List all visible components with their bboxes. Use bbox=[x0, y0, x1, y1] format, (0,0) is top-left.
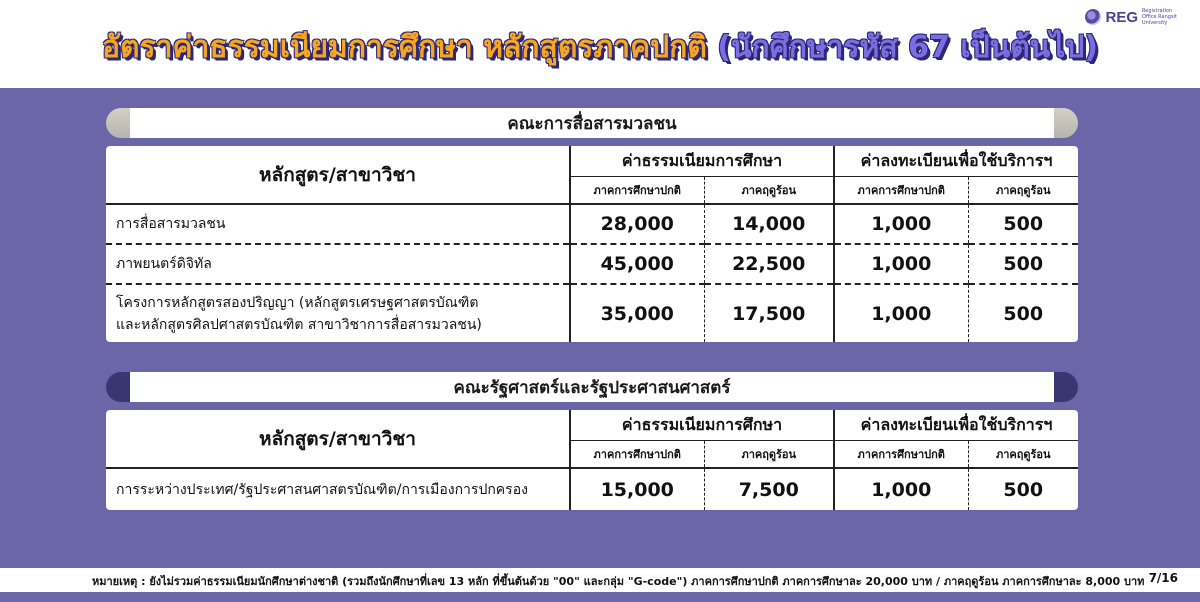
table-row bbox=[106, 284, 1078, 342]
header-tuition-summer: ภาคฤดูร้อน bbox=[704, 177, 834, 205]
reg-summer: 500 bbox=[1003, 478, 1044, 501]
header-registration: ค่าลงทะเบียนเพื่อใช้บริการฯ bbox=[834, 410, 1078, 441]
faculty-name: คณะการสื่อสารมวลชน bbox=[130, 108, 1054, 138]
header-tuition-regular: ภาคการศึกษาปกติ bbox=[570, 441, 704, 469]
reg-regular: 1,000 bbox=[834, 204, 968, 244]
tuition-summer: 14,000 bbox=[704, 204, 834, 244]
logo-text: REG bbox=[1105, 8, 1138, 26]
reg-regular: 1,000 bbox=[834, 468, 968, 510]
tuition-regular: 45,000 bbox=[570, 244, 704, 284]
tuition-summer: 7,500 bbox=[704, 468, 834, 510]
program-name-line1: โครงการหลักสูตรสองปริญญา (หลักสูตรเศรษฐศาสตรบัณฑิต bbox=[116, 294, 479, 311]
header-reg-regular: ภาคการศึกษาปกติ bbox=[834, 177, 968, 205]
faculty-name: คณะรัฐศาสตร์และรัฐประศาสนศาสตร์ bbox=[130, 372, 1054, 402]
header-tuition: ค่าธรรมเนียมการศึกษา bbox=[570, 146, 834, 177]
program-name-line2: และหลักสูตรศิลปศาสตรบัณฑิต สาขาวิชาการสื่อสารมวลชน) bbox=[116, 316, 482, 333]
header-program: หลักสูตร/สาขาวิชา bbox=[106, 410, 570, 468]
reg-logo-icon bbox=[1085, 9, 1101, 25]
table-row bbox=[106, 244, 1078, 284]
header-tuition-regular: ภาคการศึกษาปกติ bbox=[570, 177, 704, 205]
reg-summer: 500 bbox=[968, 244, 1078, 284]
fee-table-masscomm bbox=[106, 146, 1078, 342]
reg-regular: 1,000 bbox=[834, 284, 968, 342]
title-paren: (นักศึกษารหัส 67 เป็นต้นไป) bbox=[717, 30, 1098, 65]
header-tuition: ค่าธรรมเนียมการศึกษา bbox=[570, 410, 834, 441]
table-row bbox=[106, 468, 1078, 510]
header-reg-summer: ภาคฤดูร้อน bbox=[968, 177, 1078, 205]
fee-table-polsci bbox=[106, 410, 1078, 510]
footer-bar bbox=[0, 568, 1200, 592]
program-name bbox=[106, 284, 570, 342]
logo-subtext: Registration Office Rangsit University bbox=[1142, 8, 1177, 26]
footnote: หมายเหตุ : ยังไม่รวมค่าธรรมเนียมนักศึกษาต่างชาติ (รวมถึงนักศึกษาที่เลข 13 หลัก ที่ขึ้นต้นด้วย "00" และกลุ่ม "G-code") ภาคการศึกษาปกติ ภาคการศึกษาละ 20,000 บาท / ภาคฤดูร้อน ภาคการศึกษาละ 8,000 บาท bbox=[92, 575, 1145, 588]
header-reg-regular: ภาคการศึกษาปกติ bbox=[834, 441, 968, 469]
tuition-regular: 15,000 bbox=[570, 468, 704, 510]
program-name: การระหว่างประเทศ/รัฐประศาสนศาสตรบัณฑิต/การเมืองการปกครอง bbox=[106, 468, 570, 510]
tuition-regular: 28,000 bbox=[570, 204, 704, 244]
header-program: หลักสูตร/สาขาวิชา bbox=[106, 146, 570, 204]
faculty-bar-polsci bbox=[106, 372, 1078, 402]
header-registration: ค่าลงทะเบียนเพื่อใช้บริการฯ bbox=[834, 146, 1078, 177]
tuition-summer: 22,500 bbox=[704, 244, 834, 284]
program-name: ภาพยนตร์ดิจิทัล bbox=[106, 244, 570, 284]
table-row bbox=[106, 204, 1078, 244]
reg-regular: 1,000 bbox=[834, 244, 968, 284]
title-main: อัตราค่าธรรมเนียมการศึกษา หลักสูตรภาคปกติ bbox=[102, 30, 707, 65]
faculty-bar-masscomm bbox=[106, 108, 1078, 138]
header-reg-summer: ภาคฤดูร้อน bbox=[968, 441, 1078, 469]
header-tuition-summer: ภาคฤดูร้อน bbox=[704, 441, 834, 469]
reg-logo bbox=[1085, 6, 1182, 28]
program-name: การสื่อสารมวลชน bbox=[106, 204, 570, 244]
page-number: 7/16 bbox=[1148, 571, 1178, 585]
tuition-summer: 17,500 bbox=[704, 284, 834, 342]
header-bar bbox=[0, 0, 1200, 88]
tuition-regular: 35,000 bbox=[570, 284, 704, 342]
reg-summer: 500 bbox=[1003, 302, 1044, 325]
reg-summer: 500 bbox=[968, 204, 1078, 244]
page-title bbox=[0, 26, 1200, 70]
